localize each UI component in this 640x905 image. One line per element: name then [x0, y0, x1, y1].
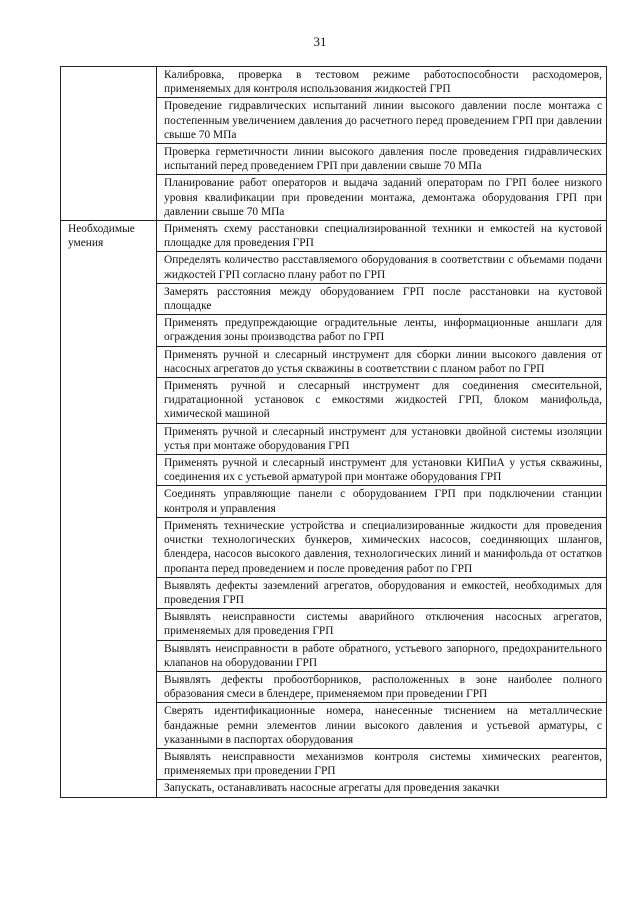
labor-actions-label-cell — [61, 67, 157, 221]
qualification-table — [60, 66, 607, 798]
skill-item: Выявлять дефекты заземлений агрегатов, оборудования и емкостей, необходимых для проведения ГРП — [157, 577, 607, 608]
skill-item: Соединять управляющие панели с оборудованием ГРП при подключении станции контроля и управления — [157, 486, 607, 517]
skills-label: Необходимые умения — [61, 221, 157, 798]
skill-item: Запускать, останавливать насосные агрегаты для проведения закачки — [157, 780, 607, 797]
skill-item: Применять схему расстановки специализированной техники и емкостей на кустовой площадке для проведения ГРП — [157, 221, 607, 252]
labor-action-item: Проведение гидравлических испытаний линии высокого давлении после монтажа с постепенным увеличением давления до расчетного перед проведением ГРП при давлении свыше 70 МПа — [157, 98, 607, 144]
skill-item: Применять предупреждающие оградительные ленты, информационные аншлаги для ограждения зоны производства работ по ГРП — [157, 315, 607, 346]
labor-action-item: Проверка герметичности линии высокого давления после проведения гидравлических испытаний перед проведением ГРП при давлении свыше 70 МПа — [157, 144, 607, 175]
skill-item: Определять количество расставляемого оборудования в соответствии с объемами подачи жидкостей ГРП согласно плану работ по ГРП — [157, 252, 607, 283]
page-number: 31 — [313, 34, 327, 49]
skill-item: Выявлять неисправности механизмов контроля системы химических реагентов, применяемых при проведении ГРП — [157, 748, 607, 779]
skill-item: Выявлять неисправности в работе обратного, устьевого запорного, предохранительного клапанов на оборудовании ГРП — [157, 640, 607, 671]
table-row — [61, 221, 607, 252]
skill-item: Применять ручной и слесарный инструмент для соединения смесительной, гидратационной установок с емкостями жидкостей ГРП, блоком манифольда, химической машиной — [157, 378, 607, 424]
skill-item: Применять ручной и слесарный инструмент для сборки линии высокого давления от насосных агрегатов до устья скважины в соответствии с планом работ по ГРП — [157, 346, 607, 377]
skill-item: Замерять расстояния между оборудованием ГРП после расстановки на кустовой площадке — [157, 283, 607, 314]
labor-action-item: Планирование работ операторов и выдача заданий операторам по ГРП более низкого уровня квалификации при проведении монтажа, демонтажа оборудования ГРП при давлении свыше 70 МПа — [157, 175, 607, 221]
skill-item: Применять технические устройства и специализированные жидкости для проведения очистки технологических бункеров, химических насосов, соединяющих шлангов, блендера, насосов высокого давления, технологических линий и манифольда от остатков пропанта перед проведением и после проведения работ по ГРП — [157, 517, 607, 577]
skill-item: Применять ручной и слесарный инструмент для установки двойной системы изоляции устья при монтаже оборудования ГРП — [157, 423, 607, 454]
skill-item: Выявлять дефекты пробоотборников, расположенных в зоне наиболее полного образования смеси в блендере, применяемом при проведении ГРП — [157, 671, 607, 702]
skill-item: Сверять идентификационные номера, нанесенные тиснением на металлические бандажные ремни элементов линии высокого давления и устьевой арматуры, с указанными в паспортах оборудования — [157, 703, 607, 749]
labor-action-item: Калибровка, проверка в тестовом режиме работоспособности расходомеров, применяемых для контроля использования жидкостей ГРП — [157, 67, 607, 98]
table-row — [61, 67, 607, 98]
skill-item: Применять ручной и слесарный инструмент для установки КИПиА у устья скважины, соединения их с устьевой арматурой при монтаже оборудования ГРП — [157, 455, 607, 486]
skill-item: Выявлять неисправности системы аварийного отключения насосных агрегатов, применяемых для проведения ГРП — [157, 609, 607, 640]
